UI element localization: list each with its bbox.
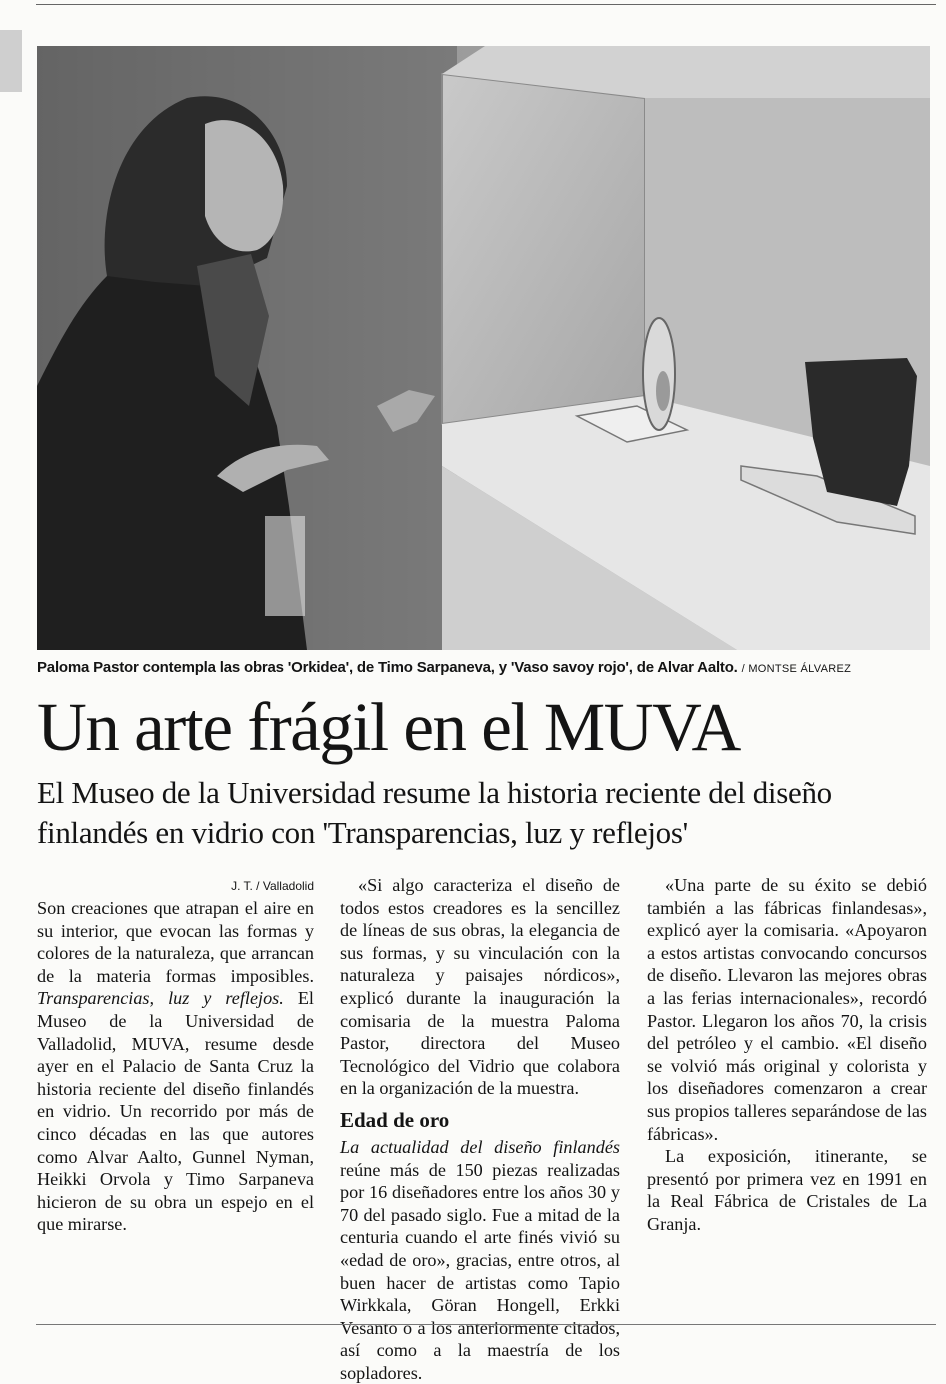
paragraph-1-end: El Museo de la Universidad de Valladolid, MUVA, resume desde ayer en el Palacio de Santa Cruz la historia reciente del diseño finlandés en vidrio. Un recorrido por más de cinco décadas en las que autores como Alvar Aalto, Gunnel Nyman, Heikki Orvola y Timo Sarpaneva hicieron de su obra un espejo en el que mirarse. xyxy=(37,988,314,1235)
paragraph-3-text: reúne más de 150 piezas realizadas por 16 diseñadores entre los años 30 y 70 del pasado siglo. Fue a mitad de la centuria cuando el arte finés vivió su «edad de oro», gracias, entre otros, al buen hacer de artistas como Tapio Wirkkala, Göran Hongell, Erkki Vesanto o a los anteriormente citados, así como a la maestría de los sopladores. xyxy=(340,1159,620,1383)
exhibition-title: Transparencias, luz y reflejos. xyxy=(37,988,284,1009)
paragraph-3 xyxy=(340,1136,620,1384)
article-photo xyxy=(37,46,930,650)
paragraph-2: «Si algo caracteriza el diseño de todos estos creadores es la sencillez de líneas de sus obras, la elegancia de sus formas, y su vinculación con la naturaleza y paisajes nórdicos», explicó durante la inauguración la comisaria de la muestra Paloma Pastor, directora del Museo Tecnológico del Vidrio que colabora en la organización de la muestra. xyxy=(340,875,620,1099)
headline: Un arte frágil en el MUVA xyxy=(37,689,740,765)
photo-credit: / MONTSE ÁLVAREZ xyxy=(741,663,852,675)
top-rule xyxy=(36,4,936,5)
paragraph-1 xyxy=(37,897,314,1236)
article-column-3 xyxy=(647,874,927,1236)
paragraph-3-italic: La actualidad del diseño finlandés xyxy=(340,1136,620,1157)
scan-edge-mark xyxy=(0,30,22,92)
caption-text: Paloma Pastor contempla las obras 'Orkidea', de Timo Sarpaneva, y 'Vaso savoy rojo', de Alvar Aalto. xyxy=(37,659,738,676)
photo-caption xyxy=(37,659,932,681)
article-column-1 xyxy=(37,876,314,1236)
paragraph-5: La exposición, itinerante, se presentó por primera vez en 1991 en la Real Fábrica de Cristales de La Granja. xyxy=(647,1146,927,1234)
section-heading: Edad de oro xyxy=(340,1107,450,1132)
bottom-rule xyxy=(36,1324,936,1325)
subheadline: El Museo de la Universidad resume la historia reciente del diseño finlandés en vidrio con 'Transparencias, luz y reflejos' xyxy=(37,775,832,850)
byline: J. T. / Valladolid xyxy=(231,879,314,893)
article-column-2 xyxy=(340,874,620,1384)
paragraph-1-start: Son creaciones que atrapan el aire en su interior, que evocan las formas y colores de la naturaleza, que arrancan de la materia formas imposibles. xyxy=(37,898,314,986)
paragraph-4: «Una parte de su éxito se debió también a las fábricas finlandesas», explicó ayer la comisaria. «Apoyaron a estos artistas convocando concursos de diseño. Llevaron las mejores obras a las ferias internacionales», recordó Pastor. Llegaron los años 70, la crisis del petróleo y el cambio. «El diseño se volvió más original y colorista y los diseñadores comenzaron a crear sus propios talleres separándose de las fábricas». xyxy=(647,875,927,1144)
